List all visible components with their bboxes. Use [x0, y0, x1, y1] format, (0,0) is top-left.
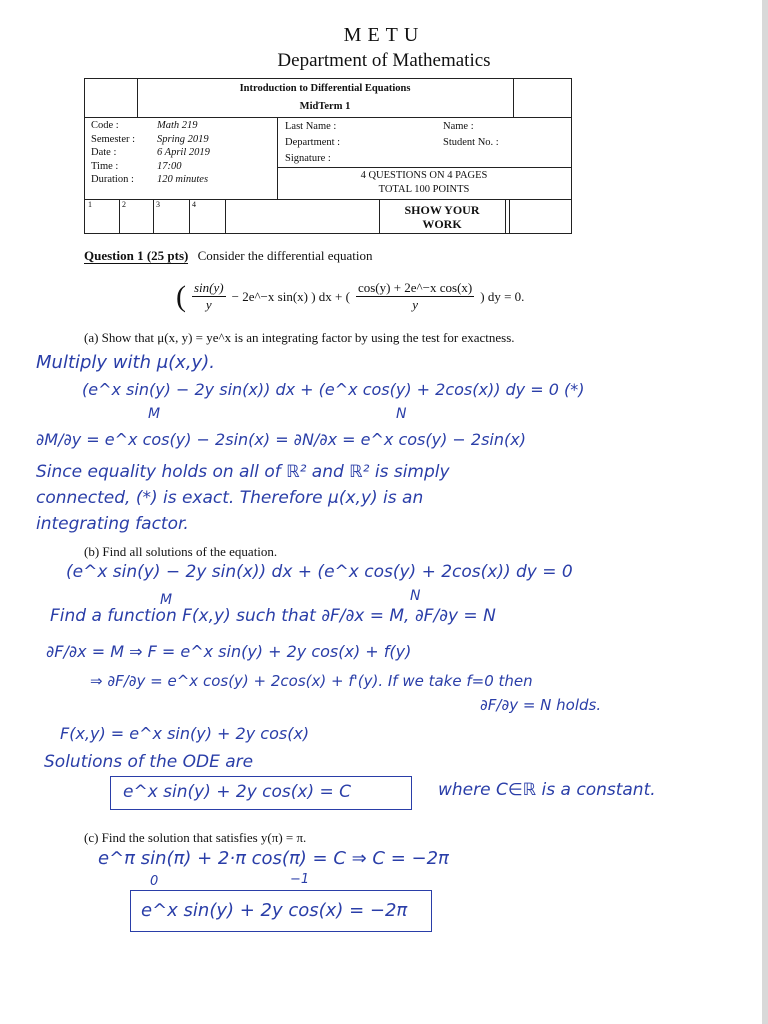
total-points: TOTAL 100 POINTS	[378, 184, 470, 195]
hw-b-line5: ∂F/∂y = N holds.	[480, 696, 602, 714]
student-no-field[interactable]: Student No. :	[443, 137, 499, 148]
hw-b-line4: ⇒ ∂F/∂y = e^x cos(y) + 2cos(x) + f'(y). If we take f=0 then	[90, 672, 533, 690]
hw-a-line3: ∂M/∂y = e^x cos(y) − 2sin(x) = ∂N/∂x = e^x cos(y) − 2sin(x)	[36, 430, 526, 449]
signature-field[interactable]: Signature :	[285, 153, 331, 164]
part-c-prompt: (c) Find the solution that satisfies y(π) = π.	[84, 830, 307, 845]
part-b-prompt: (b) Find all solutions of the equation.	[84, 544, 278, 559]
university-title: METU	[343, 24, 425, 46]
score-box-3: 3	[156, 200, 160, 209]
hw-a-line5: connected, (*) is exact. Therefore μ(x,y) is an	[36, 488, 424, 508]
score-box-1: 1	[88, 200, 92, 209]
scan-edge	[762, 0, 768, 1024]
hw-b-line2: Find a function F(x,y) such that ∂F/∂x = M, ∂F/∂y = N	[50, 606, 496, 626]
hw-a-line1: Multiply with μ(x,y).	[36, 352, 215, 373]
name-field[interactable]: Name :	[443, 121, 474, 132]
hw-c-minus-one: −1	[290, 872, 310, 887]
score-box-4: 4	[192, 200, 196, 209]
hw-a-line2: (e^x sin(y) − 2y sin(x)) dx + (e^x cos(y) + 2cos(x)) dy = 0 (*)	[82, 380, 585, 399]
exam-info-table	[84, 78, 572, 234]
boxed-particular-solution: e^x sin(y) + 2y cos(x) = −2π	[130, 890, 432, 932]
hw-b-line6: F(x,y) = e^x sin(y) + 2y cos(x)	[60, 724, 310, 743]
hw-c-zero: 0	[150, 874, 159, 889]
last-name-field[interactable]: Last Name :	[285, 121, 337, 132]
hw-a-m-label: M	[148, 406, 161, 422]
info-labels: Code : Semester : Date : Time : Duration :	[91, 120, 136, 185]
hw-b-m-label: M	[160, 592, 173, 608]
score-box-2: 2	[122, 200, 126, 209]
part-a-prompt: (a) Show that μ(x, y) = ye^x is an integrating factor by using the test for exactness.	[84, 330, 515, 345]
hw-b-n-label: N	[410, 588, 421, 604]
course-title: Introduction to Differential Equations	[239, 83, 411, 94]
hw-a-n-label: N	[396, 406, 407, 422]
department-title: Department of Mathematics	[277, 50, 491, 71]
hw-a-line4: Since equality holds on all of ℝ² and ℝ² is simply	[36, 462, 450, 482]
hw-c-line1: e^π sin(π) + 2·π cos(π) = C ⇒ C = −2π	[98, 848, 449, 869]
info-values: Math 219 Spring 2019 6 April 2019 17:00 120 minutes	[157, 120, 210, 185]
hw-b-line1: (e^x sin(y) − 2y sin(x)) dx + (e^x cos(y) + 2cos(x)) dy = 0	[66, 562, 573, 582]
hw-b-line3: ∂F/∂x = M ⇒ F = e^x sin(y) + 2y cos(x) + f(y)	[46, 642, 412, 661]
hw-a-line6: integrating factor.	[36, 514, 189, 534]
question-heading: Question 1 (25 pts) Consider the differential equation	[84, 248, 373, 263]
hw-b-line7: Solutions of the ODE are	[44, 752, 254, 772]
questions-info: 4 QUESTIONS ON 4 PAGES	[360, 170, 488, 181]
hw-b-constant-note: where C∈ℝ is a constant.	[438, 780, 656, 800]
show-work-note: SHOW YOUR WORK	[404, 203, 480, 231]
boxed-general-solution: e^x sin(y) + 2y cos(x) = C	[110, 776, 412, 810]
differential-equation: ( sin(y) y − 2e^−x sin(x) ) dx + ( cos(y) + 2e^−x cos(x) y ) dy = 0.	[176, 279, 525, 313]
exam-name: MidTerm 1	[299, 101, 351, 112]
department-field[interactable]: Department :	[285, 137, 341, 148]
